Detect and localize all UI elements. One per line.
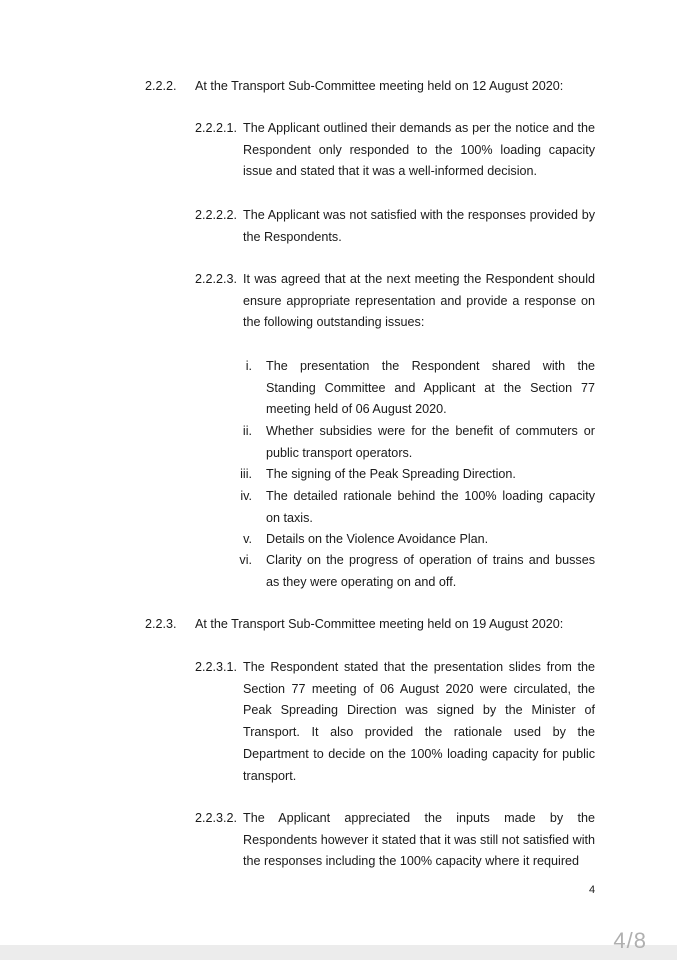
- paragraph-number: 2.2.3.1.: [195, 660, 238, 674]
- section-heading: At the Transport Sub-Committee meeting held on 19 August 2020:: [195, 617, 564, 631]
- page-number: 4: [589, 884, 596, 896]
- section-number: 2.2.2.: [145, 79, 177, 93]
- paragraph-text: The Applicant appreciated the inputs made by the Respondents however it stated that it was still not satisfied with the responses including the 100% capacity where it required: [243, 811, 595, 869]
- list-item-text: The detailed rationale behind the 100% loading capacity on taxis.: [266, 489, 595, 525]
- list-item-number: v.: [243, 532, 252, 546]
- viewer-bottom-strip: [0, 945, 677, 960]
- list-item-number: i.: [245, 359, 252, 373]
- list-item-number: vi.: [239, 553, 252, 567]
- paragraph-text: The Respondent stated that the presentation slides from the Section 77 meeting of 06 August 2020 were circulated, the Peak Spreading Direction was signed by the Minister of Transport. It also provided the rationale used by the Department to decide on the 100% loading capacity for public transport.: [243, 660, 595, 783]
- paragraph-number: 2.2.2.2.: [195, 208, 238, 222]
- list-item-text: Details on the Violence Avoidance Plan.: [266, 532, 489, 546]
- section-heading: At the Transport Sub-Committee meeting held on 12 August 2020:: [195, 79, 564, 93]
- paragraph-text: The Applicant outlined their demands as per the notice and the Respondent only responded to the 100% loading capacity issue and stated that it was a well-informed decision.: [243, 121, 595, 179]
- list-item-number: iv.: [240, 489, 252, 503]
- paragraph-number: 2.2.2.1.: [195, 121, 238, 135]
- paragraph-number: 2.2.2.3.: [195, 272, 238, 286]
- page-indicator: 4/8: [613, 928, 647, 953]
- paragraph-text: It was agreed that at the next meeting the Respondent should ensure appropriate representation and provide a response on the following outstanding issues:: [243, 272, 595, 330]
- list-item-text: Clarity on the progress of operation of trains and busses as they were operating on and off.: [266, 553, 595, 589]
- list-item-number: iii.: [240, 467, 252, 481]
- list-item-number: ii.: [242, 424, 252, 438]
- paragraph-number: 2.2.3.2.: [195, 811, 238, 825]
- list-item-text: Whether subsidies were for the benefit of commuters or public transport operators.: [266, 424, 595, 460]
- list-item-text: The signing of the Peak Spreading Direction.: [266, 467, 516, 481]
- list-item-text: The presentation the Respondent shared with the Standing Committee and Applicant at the Section 77 meeting held of 06 August 2020.: [266, 359, 595, 417]
- paragraph-text: The Applicant was not satisfied with the responses provided by the Respondents.: [243, 208, 595, 244]
- section-number: 2.2.3.: [145, 617, 177, 631]
